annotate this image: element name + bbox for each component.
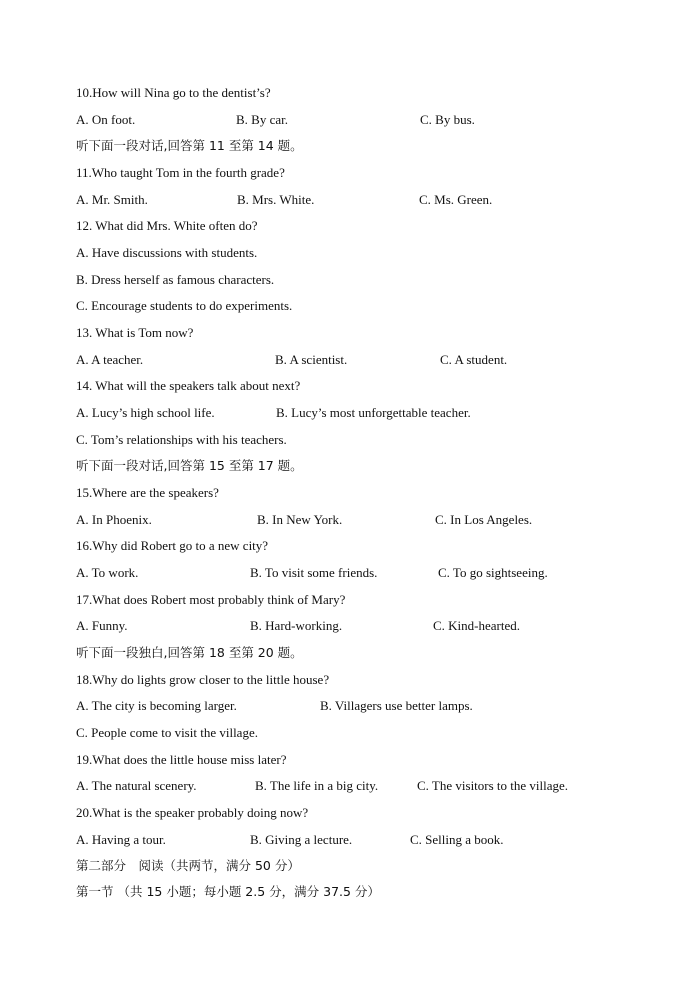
question-15-options bbox=[76, 512, 636, 528]
question-16: 16.Why did Robert go to a new city? bbox=[76, 538, 269, 553]
option-a: A. Having a tour. bbox=[76, 832, 166, 847]
question-18: 18.Why do lights grow closer to the little house? bbox=[76, 672, 330, 687]
question-14-options-ab bbox=[76, 405, 636, 421]
option-a: A. Mr. Smith. bbox=[76, 192, 148, 207]
section-instruction-18-20: 听下面一段独白,回答第 18 至第 20 题。 bbox=[76, 645, 303, 660]
question-11: 11.Who taught Tom in the fourth grade? bbox=[76, 165, 285, 180]
option-a: A. The natural scenery. bbox=[76, 778, 197, 793]
question-17: 17.What does Robert most probably think of Mary? bbox=[76, 592, 346, 607]
question-12-option-c: C. Encourage students to do experiments. bbox=[76, 298, 293, 313]
question-19-options bbox=[76, 778, 636, 794]
option-c: C. Ms. Green. bbox=[419, 192, 493, 207]
option-c: C. To go sightseeing. bbox=[438, 565, 548, 580]
option-c: C. The visitors to the village. bbox=[417, 778, 569, 793]
option-c: C. Kind-hearted. bbox=[433, 618, 521, 633]
option-a: A. To work. bbox=[76, 565, 139, 580]
option-c: C. Selling a book. bbox=[410, 832, 504, 847]
question-20-options bbox=[76, 832, 636, 848]
question-12-option-a: A. Have discussions with students. bbox=[76, 245, 258, 260]
question-18-option-c: C. People come to visit the village. bbox=[76, 725, 258, 740]
question-18-options-ab bbox=[76, 698, 636, 714]
option-c: C. By bus. bbox=[420, 112, 475, 127]
option-a: A. Lucy’s high school life. bbox=[76, 405, 215, 420]
question-13: 13. What is Tom now? bbox=[76, 325, 194, 340]
option-b: B. Lucy’s most unforgettable teacher. bbox=[276, 405, 471, 420]
question-16-options bbox=[76, 565, 636, 581]
option-b: B. Villagers use better lamps. bbox=[320, 698, 473, 713]
option-b: B. Mrs. White. bbox=[237, 192, 315, 207]
question-10: 10.How will Nina go to the dentist’s? bbox=[76, 85, 271, 100]
question-20: 20.What is the speaker probably doing now? bbox=[76, 805, 309, 820]
section-instruction-11-14: 听下面一段对话,回答第 11 至第 14 题。 bbox=[76, 138, 303, 153]
part2-section1-heading: 第一节 （共 15 小题；每小题 2.5 分，满分 37.5 分） bbox=[76, 884, 380, 899]
option-a: A. On foot. bbox=[76, 112, 136, 127]
option-b: B. In New York. bbox=[257, 512, 343, 527]
question-13-options bbox=[76, 352, 636, 368]
option-a: A. Funny. bbox=[76, 618, 128, 633]
question-12-option-b: B. Dress herself as famous characters. bbox=[76, 272, 275, 287]
option-b: B. Hard-working. bbox=[250, 618, 343, 633]
question-15: 15.Where are the speakers? bbox=[76, 485, 219, 500]
option-c: C. In Los Angeles. bbox=[435, 512, 533, 527]
question-14-option-c: C. Tom’s relationships with his teachers. bbox=[76, 432, 287, 447]
option-c: C. A student. bbox=[440, 352, 508, 367]
section-instruction-15-17: 听下面一段对话,回答第 15 至第 17 题。 bbox=[76, 458, 303, 473]
option-a: A. A teacher. bbox=[76, 352, 144, 367]
question-14: 14. What will the speakers talk about next? bbox=[76, 378, 301, 393]
option-b: B. The life in a big city. bbox=[255, 778, 379, 793]
option-b: B. Giving a lecture. bbox=[250, 832, 353, 847]
option-b: B. By car. bbox=[236, 112, 288, 127]
question-17-options bbox=[76, 618, 636, 634]
option-b: B. To visit some friends. bbox=[250, 565, 378, 580]
option-a: A. The city is becoming larger. bbox=[76, 698, 237, 713]
option-a: A. In Phoenix. bbox=[76, 512, 152, 527]
question-10-options bbox=[76, 112, 636, 128]
option-b: B. A scientist. bbox=[275, 352, 348, 367]
question-11-options bbox=[76, 192, 636, 208]
question-19: 19.What does the little house miss later? bbox=[76, 752, 287, 767]
question-12: 12. What did Mrs. White often do? bbox=[76, 218, 258, 233]
part2-heading: 第二部分 阅读（共两节，满分 50 分） bbox=[76, 858, 300, 873]
